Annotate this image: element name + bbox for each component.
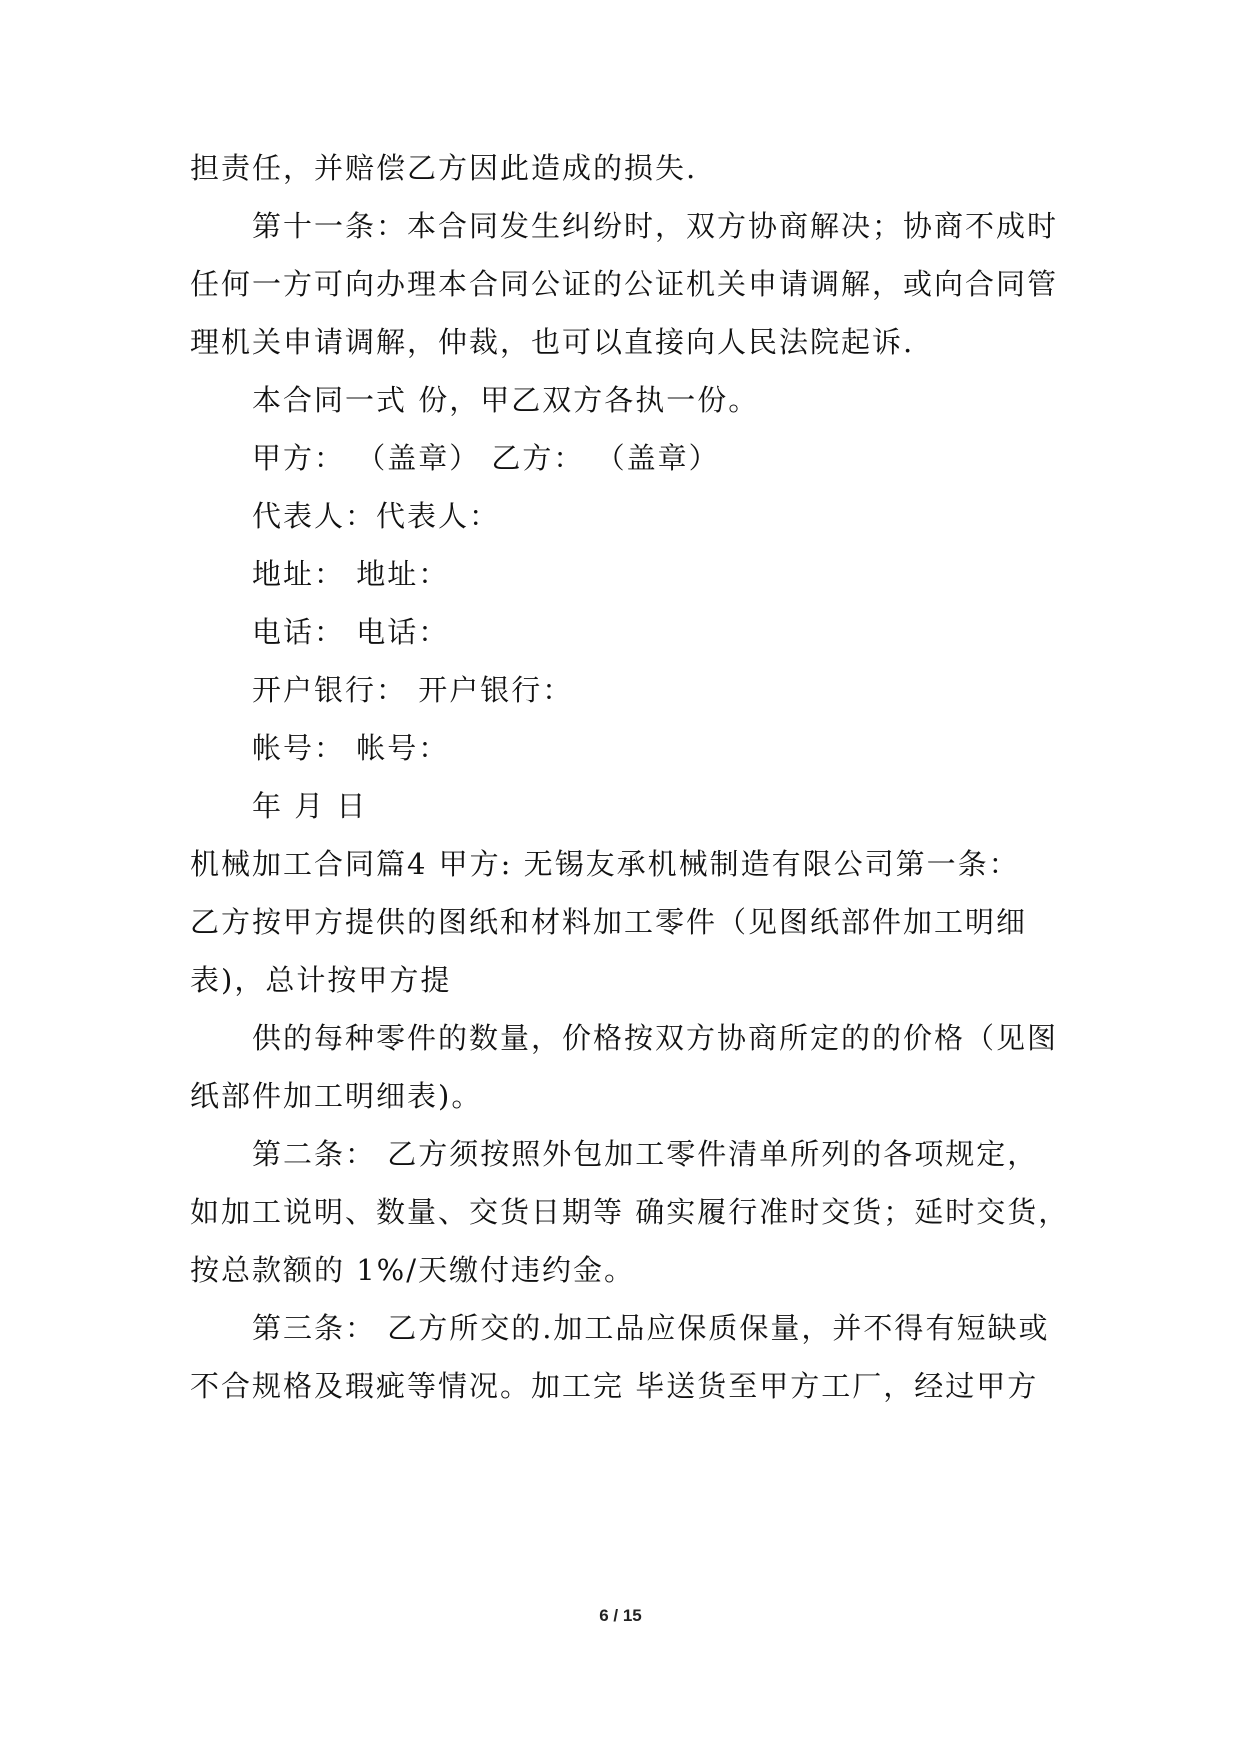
text-line-4: 理机关申请调解，仲裁，也可以直接向人民法院起诉. bbox=[190, 325, 915, 359]
text-line-8: 地址： 地址： bbox=[252, 557, 450, 591]
text-line-16: 供的每种零件的数量，价格按双方协商所定的的价格（见图 bbox=[252, 1021, 1059, 1055]
text-line-7: 代表人：代表人： bbox=[252, 499, 501, 533]
text-line-2: 第十一条：本合同发生纠纷时，双方协商解决；协商不成时 bbox=[252, 209, 1059, 243]
text-line-11: 帐号： 帐号： bbox=[252, 731, 450, 765]
text-line-18: 第二条： 乙方须按照外包加工零件清单所列的各项规定， bbox=[252, 1137, 1039, 1171]
text-line-19: 如加工说明、数量、交货日期等 确实履行准时交货；延时交货， bbox=[190, 1195, 1070, 1229]
text-line-5: 本合同一式 份，甲乙双方各执一份。 bbox=[252, 383, 760, 417]
text-line-14: 乙方按甲方提供的图纸和材料加工零件（见图纸部件加工明细 bbox=[190, 905, 1028, 939]
text-line-13: 机械加工合同篇4 甲方: 无锡友承机械制造有限公司第一条： bbox=[190, 847, 1020, 881]
text-line-6: 甲方： （盖章） 乙方： （盖章） bbox=[252, 441, 720, 475]
text-line-3: 任何一方可向办理本合同公证的公证机关申请调解，或向合同管 bbox=[190, 267, 1059, 301]
text-line-17: 纸部件加工明细表)。 bbox=[190, 1079, 483, 1113]
text-line-12: 年 月 日 bbox=[252, 789, 368, 823]
page-number: 6 / 15 bbox=[599, 1606, 642, 1625]
text-line-22: 不合规格及瑕疵等情况。加工完 毕送货至甲方工厂，经过甲方 bbox=[190, 1369, 1039, 1403]
text-line-21: 第三条： 乙方所交的.加工品应保质保量，并不得有短缺或 bbox=[252, 1311, 1050, 1345]
text-line-20: 按总款额的 1%/天缴付违约金。 bbox=[190, 1253, 635, 1287]
text-line-10: 开户银行： 开户银行： bbox=[252, 673, 574, 707]
text-line-9: 电话： 电话： bbox=[252, 615, 450, 649]
text-line-1: 担责任，并赔偿乙方因此造成的损失. bbox=[190, 151, 698, 185]
text-line-15: 表)，总计按甲方提 bbox=[190, 963, 452, 997]
